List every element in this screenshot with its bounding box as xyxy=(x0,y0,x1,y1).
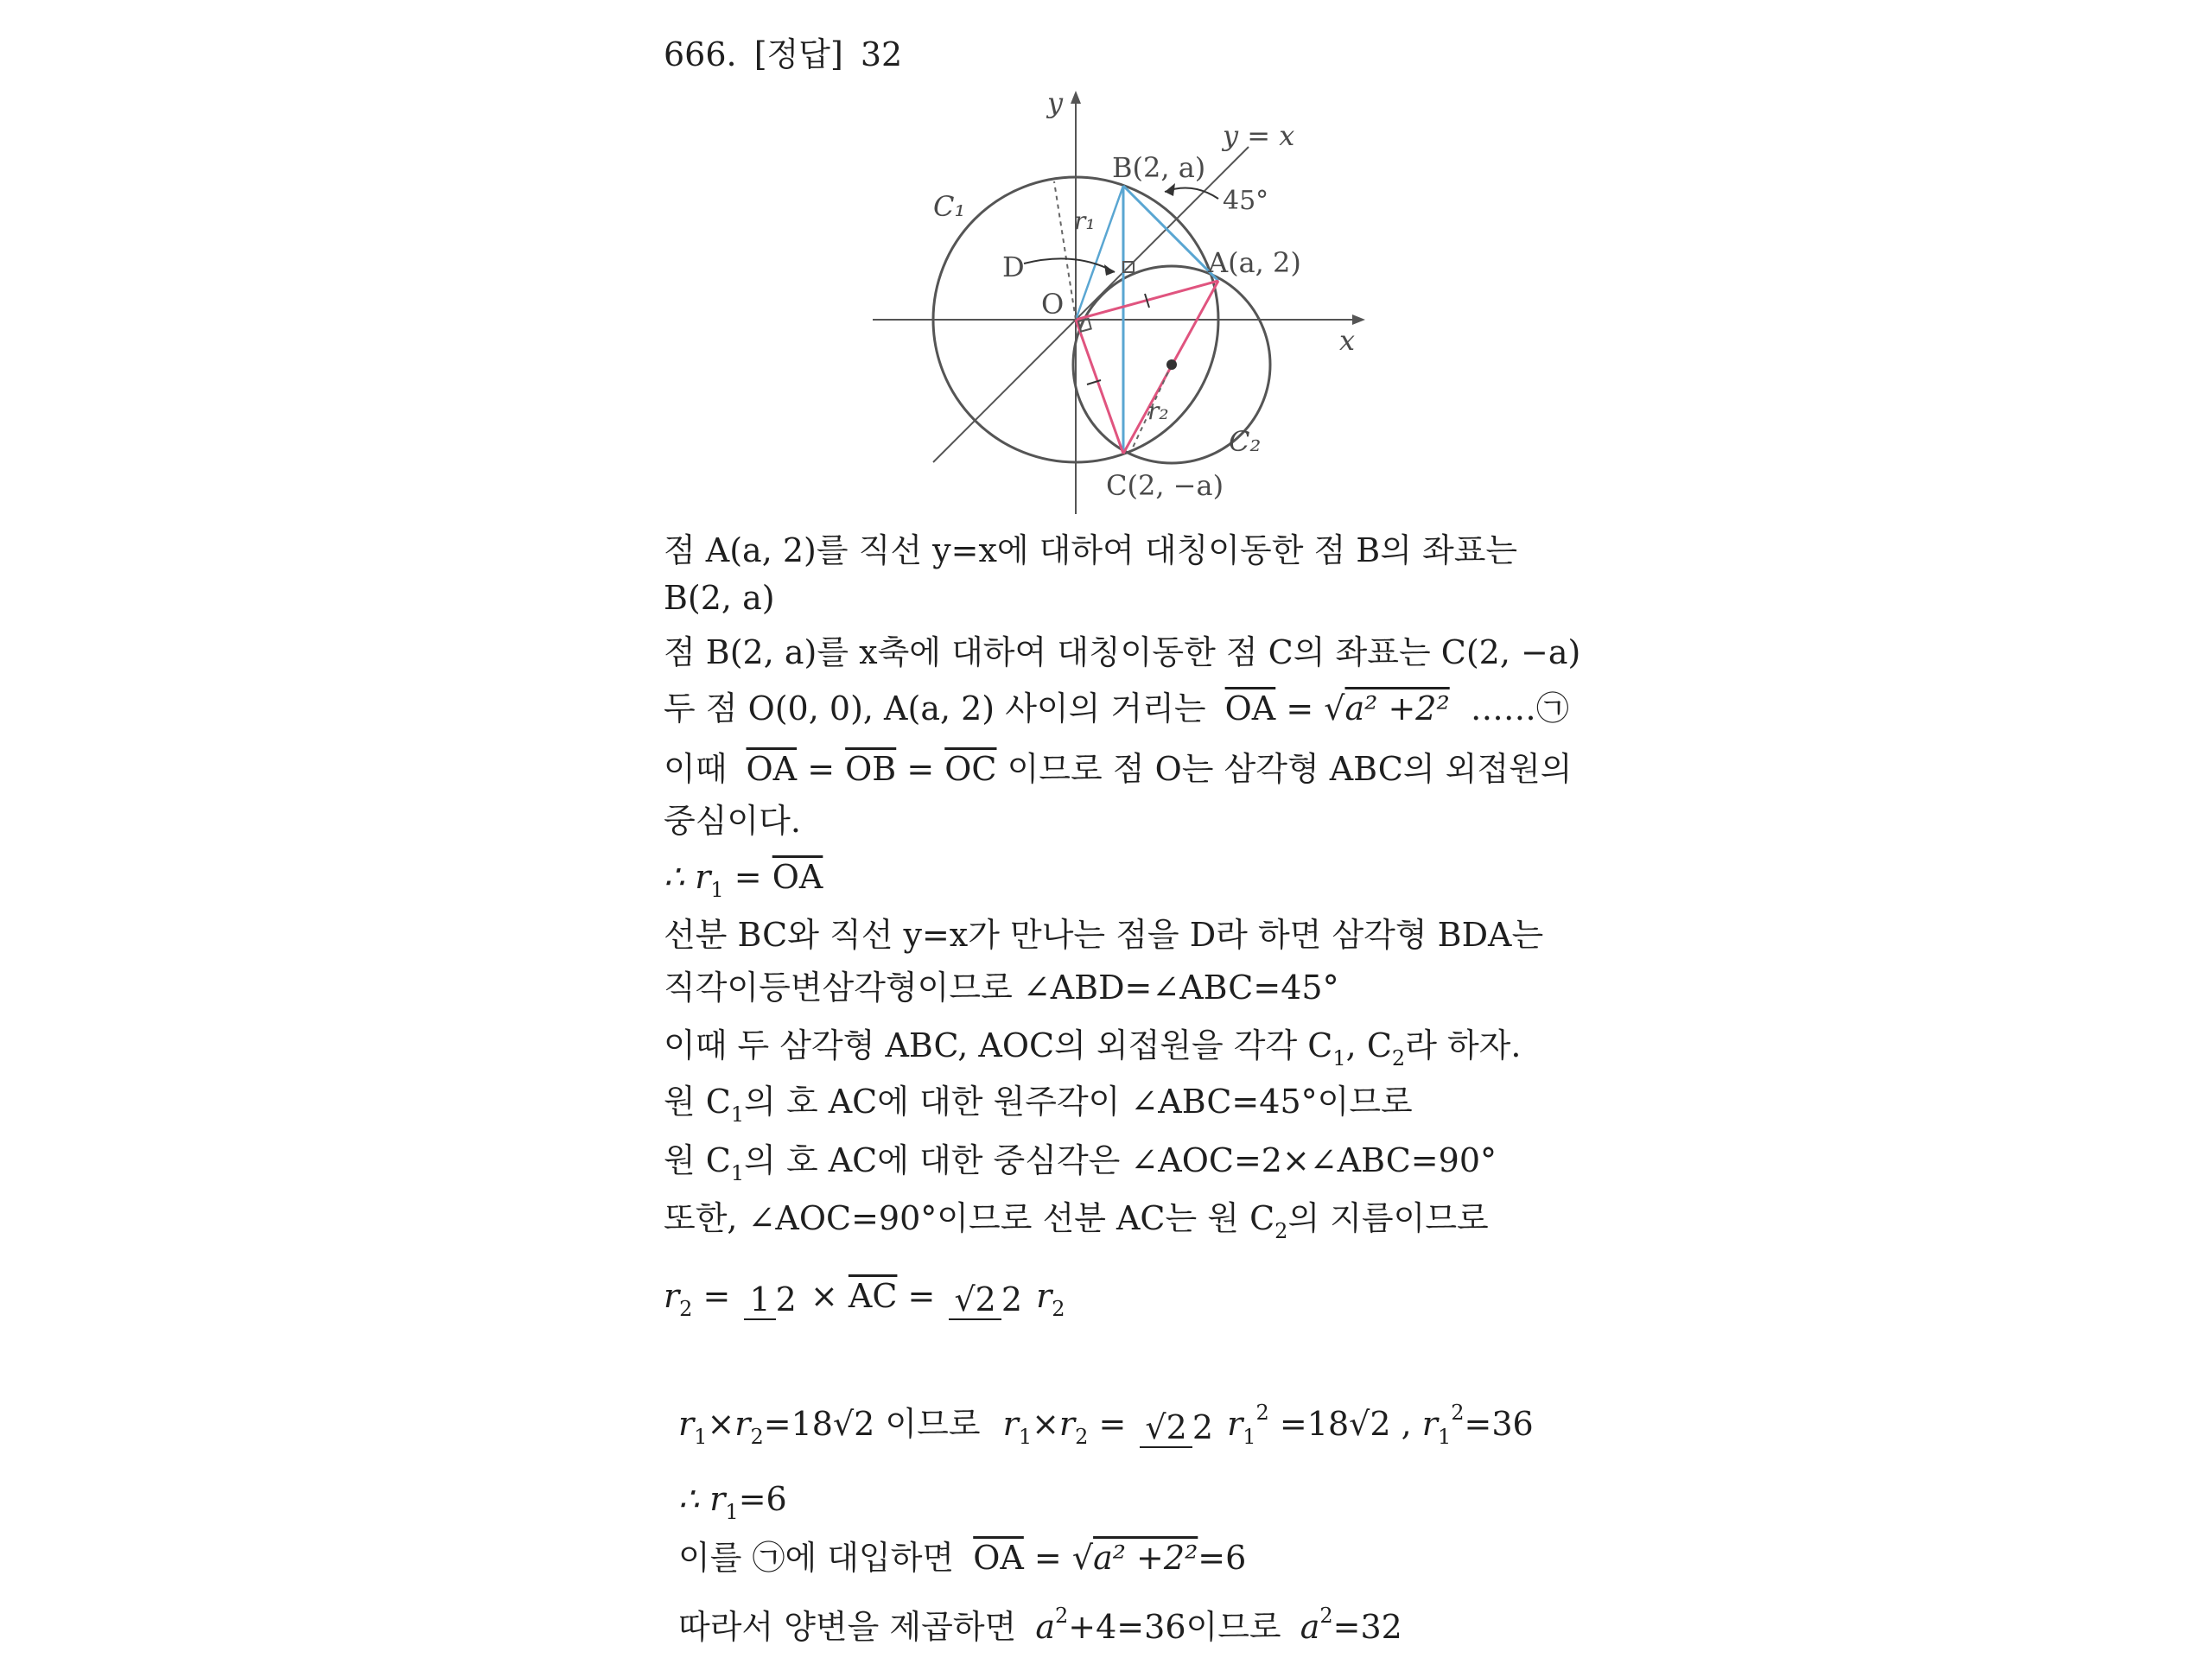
solution-line-10: 이때 두 삼각형 ABC, AOC의 외접원을 각각 C1, C2라 하자. xyxy=(664,1026,1522,1070)
solution-line-18: 따라서 양변을 제곱하면 a2+4=36이므로 a2=32 xyxy=(678,1604,1402,1646)
solution-line-13: 또한, ∠AOC=90°이므로 선분 AC는 원 C2의 지름이므로 xyxy=(664,1199,1489,1243)
answer-tag: [정답] xyxy=(753,35,843,73)
solution-line-14: r2 = 1 $2 \times \overline{AC} = √2$ 2 r2 xyxy=(664,1277,1065,1321)
solution-line-5: 이때 $\overline{OA} = \overline{OB} = \overline{OC}$ 이므로 점 O는 삼각형 ABC의 외접원의 xyxy=(664,750,1573,788)
geometry-diagram xyxy=(855,86,1408,518)
label-a-point: A(a, 2) xyxy=(1208,246,1301,279)
y-axis-arrow xyxy=(1071,91,1081,104)
solution-line-1: 점 A(a, 2)를 직선 y=x에 대하여 대칭이동한 점 B의 좌표는 xyxy=(664,531,1518,569)
label-x-axis: x xyxy=(1339,324,1356,357)
solution-line-2: B(2, a) xyxy=(664,579,775,617)
solution-line-15: r1×r2=18√2 이므로 r1×r2 = √2 2 r12 =18√2 , r12=36 xyxy=(678,1401,1534,1449)
solution-line-8: 선분 BC와 직선 y=x가 만나는 점을 D라 하면 삼각형 BDA는 xyxy=(664,916,1544,954)
arrow-45-head xyxy=(1165,183,1175,196)
arrow-d xyxy=(1024,258,1115,272)
label-c1: C₁ xyxy=(933,190,966,223)
label-o-point: O xyxy=(1041,288,1065,321)
label-45-degrees: 45° xyxy=(1223,186,1269,216)
solution-line-6: 중심이다. xyxy=(664,802,801,840)
label-c-point: C(2, −a) xyxy=(1106,469,1224,502)
c2-center-dot xyxy=(1166,359,1177,370)
label-y-axis: y xyxy=(1047,86,1064,119)
problem-number: 666. xyxy=(664,35,737,73)
solution-line-17: 이를 ㉠에 대입하면 $\overline{OA} = √a^2 +2^2=6$ xyxy=(678,1539,1247,1577)
label-c2: C₂ xyxy=(1229,425,1262,458)
answer-header xyxy=(664,33,902,76)
label-d-point: D xyxy=(1002,251,1025,283)
line-y-equals-x xyxy=(933,147,1249,462)
solution-line-16: ∴ r1=6 xyxy=(678,1480,787,1524)
label-y-eq-x: y = x xyxy=(1223,119,1295,152)
solution-line-4: 두 점 O(0, 0), A(a, 2) 사이의 거리는 $\overline{OA} = √a^2 +2^2$ ……㉠ xyxy=(664,689,1569,727)
label-r2: r₂ xyxy=(1147,397,1169,425)
solution-line-7: ∴ $r1 = \overline{OA}$ xyxy=(664,858,823,902)
solution-line-9: 직각이등변삼각형이므로 ∠ABD=∠ABC=45° xyxy=(664,969,1339,1007)
label-b-point: B(2, a) xyxy=(1112,151,1206,184)
label-r1: r₁ xyxy=(1074,206,1096,235)
solution-line-3: 점 B(2, a)를 x축에 대하여 대칭이동한 점 C의 좌표는 C(2, −a) xyxy=(664,633,1581,671)
solution-line-12: 원 C1의 호 AC에 대한 중심각은 ∠AOC=2×∠ABC=90° xyxy=(664,1141,1497,1185)
arrow-d-head xyxy=(1104,264,1115,276)
solution-line-11: 원 C1의 호 AC에 대한 원주각이 ∠ABC=45°이므로 xyxy=(664,1083,1413,1127)
answer-value: 32 xyxy=(860,35,903,73)
